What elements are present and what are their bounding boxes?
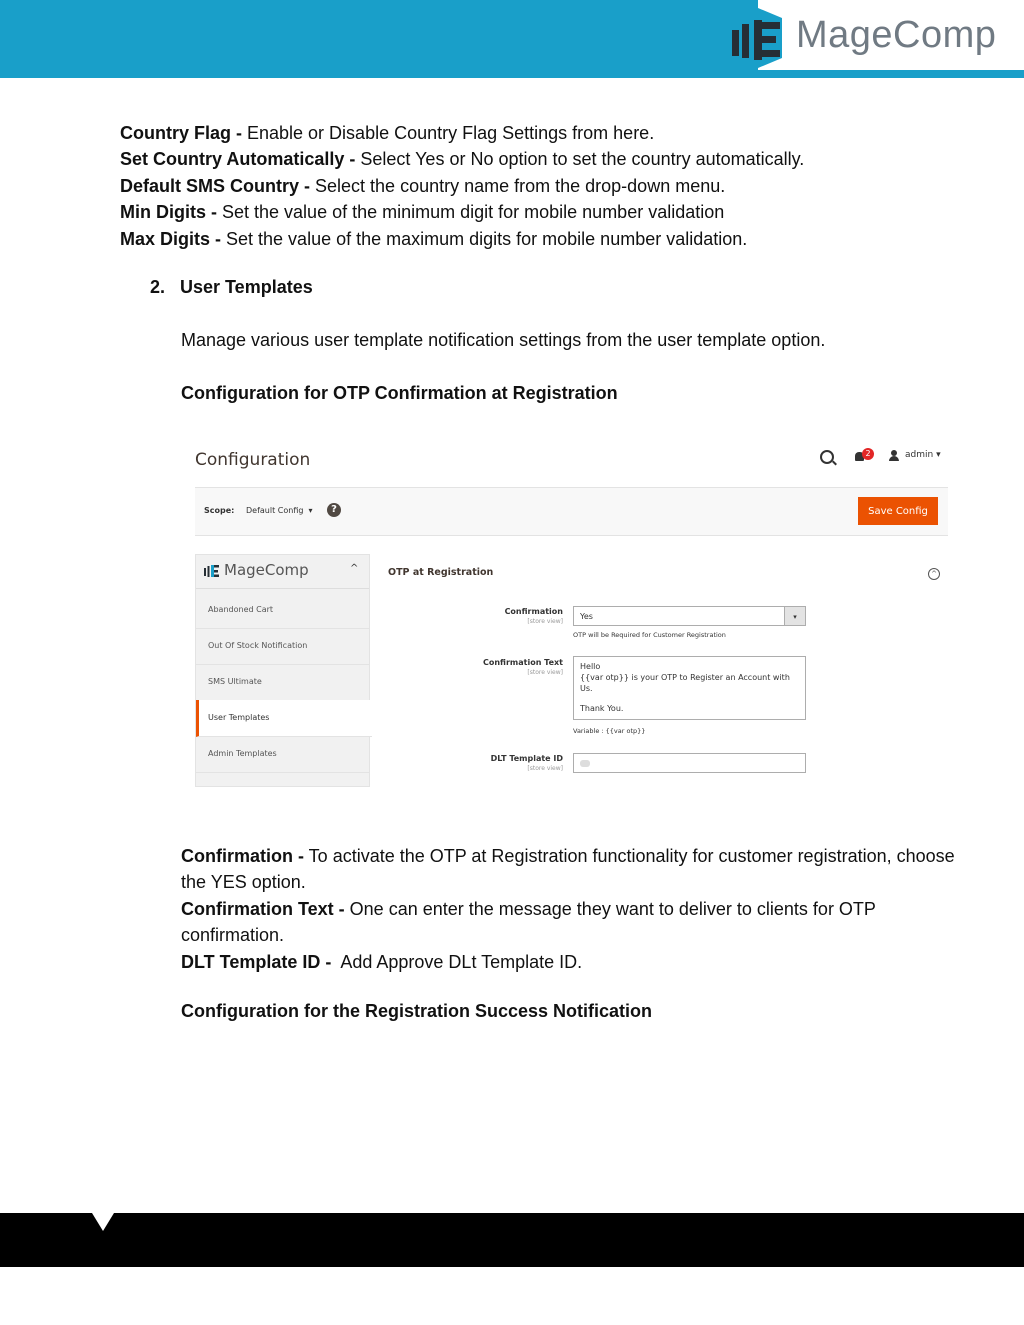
desc-confirmation-text: Confirmation Text - One can enter the message they want to deliver to clients for OTP confirmation. — [181, 898, 876, 946]
subheading-otp-confirmation: Configuration for OTP Confirmation at Registration — [181, 383, 618, 403]
variable-note: Variable : {{var otp}} — [573, 727, 646, 735]
section-description: Manage various user template notification settings from the user template option. — [181, 330, 826, 350]
sidebar-item-out-of-stock[interactable]: Out Of Stock Notification — [196, 628, 369, 665]
chevron-down-icon: ▾ — [784, 607, 805, 625]
definition-default-sms-country: Default SMS Country - Select the country name from the drop-down menu. — [120, 175, 726, 196]
magecomp-logo-icon — [730, 8, 786, 68]
confirmation-text-label: Confirmation Text — [482, 658, 563, 667]
collapse-icon[interactable]: ^ — [928, 568, 940, 580]
help-icon[interactable]: ? — [327, 503, 341, 517]
config-sidebar — [195, 554, 370, 787]
dlt-template-scope: [store view] — [527, 765, 563, 772]
dlt-template-input[interactable] — [573, 753, 806, 773]
confirmation-scope: [store view] — [527, 618, 563, 625]
intro-definitions — [120, 120, 990, 252]
definition-country-flag: Country Flag - Enable or Disable Country Flag Settings from here. — [120, 123, 655, 143]
desc-dlt-template: DLT Template ID - Add Approve DLt Template ID. — [181, 951, 583, 972]
footer-notch — [92, 1213, 114, 1231]
confirmation-text-scope: [store view] — [527, 669, 563, 676]
dlt-template-label: DLT Template ID — [490, 754, 563, 763]
definition-max-digits: Max Digits - Set the value of the maximum digits for mobile number validation. — [120, 228, 748, 249]
confirmation-select[interactable]: Yes ▾ — [573, 606, 806, 626]
sidebar-item-user-templates[interactable]: User Templates — [196, 700, 372, 737]
configuration-screenshot — [195, 440, 948, 785]
scope-switcher[interactable]: Default Config ▾ — [246, 506, 313, 515]
section-heading: 2. User Templates — [150, 277, 313, 297]
sidebar-group-magecomp[interactable] — [196, 555, 369, 589]
chevron-down-icon: ▾ — [306, 506, 313, 515]
field-descriptions — [181, 843, 981, 975]
confirmation-note: OTP will be Required for Customer Registration — [573, 631, 726, 639]
search-icon[interactable] — [820, 450, 834, 464]
sidebar-item-abandoned-cart[interactable]: Abandoned Cart — [196, 592, 369, 629]
notification-badge: 2 — [862, 448, 874, 460]
section-title[interactable]: OTP at Registration — [388, 567, 494, 578]
scope-bar — [195, 487, 948, 536]
chevron-up-icon[interactable]: ^ — [350, 563, 359, 574]
page-footer-band — [0, 1213, 1024, 1267]
chevron-down-icon: ▾ — [936, 450, 941, 460]
sidebar-item-admin-templates[interactable]: Admin Templates — [196, 736, 369, 773]
subheading-registration-success: Configuration for the Registration Success Notification — [181, 1001, 653, 1021]
sidebar-brand: MageComp — [224, 561, 309, 579]
user-icon[interactable] — [889, 450, 899, 462]
confirmation-text-area[interactable]: Hello {{var otp}} is your OTP to Register an Account with Us. Thank You. — [573, 656, 806, 720]
confirmation-label: Confirmation — [504, 607, 563, 616]
desc-confirmation: Confirmation - To activate the OTP at Registration functionality for customer registration, choose the YES option. — [181, 846, 955, 893]
scope-label: Scope: — [204, 506, 235, 515]
save-config-button[interactable]: Save Config — [858, 497, 938, 525]
definition-min-digits: Min Digits - Set the value of the minimum digit for mobile number validation — [120, 202, 725, 223]
definition-set-country: Set Country Automatically - Select Yes or No option to set the country automatically. — [120, 149, 805, 170]
brand-name: MageComp — [796, 14, 997, 56]
admin-menu[interactable]: admin ▾ — [905, 450, 941, 460]
sidebar-item-sms-ultimate[interactable]: SMS Ultimate — [196, 664, 369, 701]
magecomp-logo-icon — [204, 564, 220, 578]
config-page-title: Configuration — [195, 450, 311, 470]
